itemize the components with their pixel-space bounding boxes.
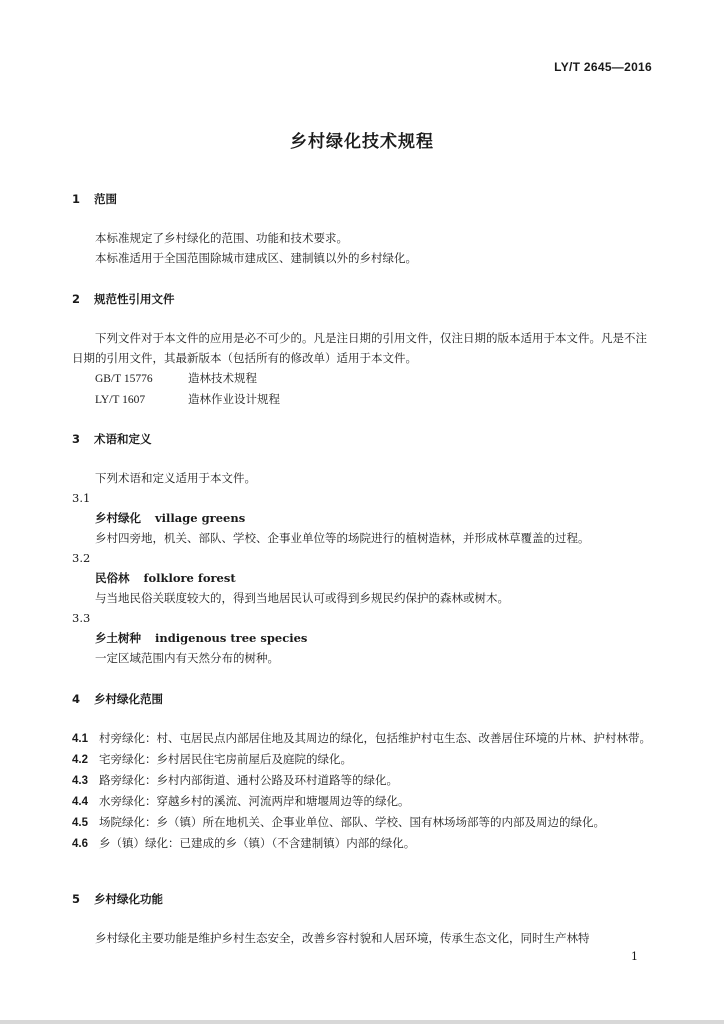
paragraph: 本标准规定了乡村绿化的范围、功能和技术要求。 <box>95 231 348 245</box>
term-definition: 一定区域范围内有天然分布的树种。 <box>95 651 279 665</box>
page-bottom-edge <box>0 1020 724 1024</box>
section-heading: 4 乡村绿化范围 <box>72 692 163 706</box>
term-number: 3.2 <box>72 551 91 565</box>
section-heading: 1 范围 <box>72 192 117 206</box>
term-name: 民俗林 folklore forest <box>95 571 236 585</box>
list-item: 4.5 场院绿化：乡（镇）所在地机关、企事业单位、部队、学校、国有林场场部等的内部及周边的绿化。 <box>72 815 605 829</box>
section-heading: 5 乡村绿化功能 <box>72 892 163 906</box>
section-2 <box>72 289 654 309</box>
paragraph: 乡村绿化主要功能是维护乡村生态安全，改善乡容村貌和人居环境，传承生态文化，同时生产林特 <box>95 931 590 945</box>
paragraph: 本标准适用于全国范围除城市建成区、建制镇以外的乡村绿化。 <box>95 251 417 265</box>
section-1 <box>72 189 654 209</box>
list-item: 4.2 宅旁绿化：乡村居民住宅房前屋后及庭院的绿化。 <box>72 752 352 766</box>
paragraph: 下列文件对于本文件的应用是必不可少的。凡是注日期的引用文件，仅注日期的版本适用于本文件。凡是不注日期的引用文件，其最新版本（包括所有的修改单）适用于本文件。 <box>72 331 647 365</box>
list-item: 4.4 水旁绿化：穿越乡村的溪流、河流两岸和塘堰周边等的绿化。 <box>72 794 410 808</box>
term-number: 3.3 <box>72 611 91 625</box>
section-3 <box>72 429 654 449</box>
document-title: 乡村绿化技术规程 <box>290 132 434 152</box>
reference-item: GB/T 15776 造林技术规程 <box>95 371 257 385</box>
standard-code: LY/T 2645—2016 <box>554 60 652 74</box>
term-number: 3.1 <box>72 491 91 505</box>
section-2-body <box>72 328 654 410</box>
section-5-body <box>72 928 654 948</box>
list-item: 4.1 村旁绿化：村、屯居民点内部居住地及其周边的绿化，包括维护村屯生态、改善居住环境的片林、护村林带。 <box>72 731 651 745</box>
term-name: 乡村绿化 village greens <box>95 511 246 525</box>
list-item: 4.3 路旁绿化：乡村内部街道、通村公路及环村道路等的绿化。 <box>72 773 398 787</box>
paragraph: 下列术语和定义适用于本文件。 <box>95 471 256 485</box>
section-1-body <box>72 228 654 268</box>
section-4-body <box>72 728 654 854</box>
section-heading: 3 术语和定义 <box>72 432 152 446</box>
term-definition: 乡村四旁地，机关、部队、学校、企事业单位等的场院进行的植树造林，并形成林草覆盖的过程。 <box>95 531 590 545</box>
section-4 <box>72 689 654 709</box>
section-heading: 2 规范性引用文件 <box>72 292 175 306</box>
section-5 <box>72 889 654 909</box>
section-3-body <box>72 468 654 668</box>
term-definition: 与当地民俗关联度较大的，得到当地居民认可或得到乡规民约保护的森林或树木。 <box>95 591 509 605</box>
list-item: 4.6 乡（镇）绿化：已建成的乡（镇）（不含建制镇）内部的绿化。 <box>72 836 416 850</box>
reference-item: LY/T 1607 造林作业设计规程 <box>95 392 280 406</box>
term-name: 乡土树种 indigenous tree species <box>95 631 308 645</box>
page-number: 1 <box>631 950 638 963</box>
